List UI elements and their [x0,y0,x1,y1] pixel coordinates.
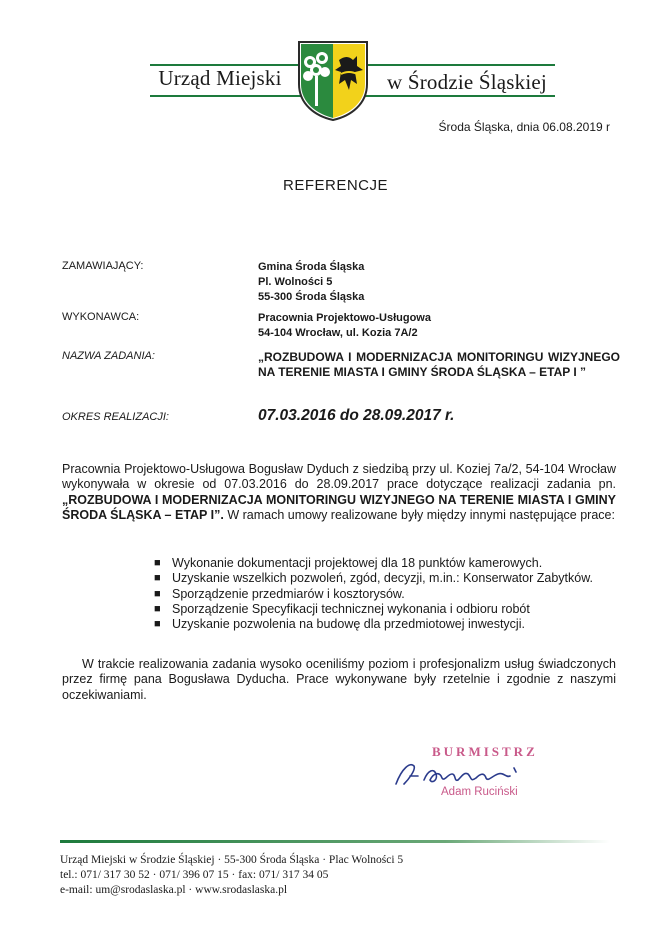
body-intro [62,462,616,523]
list-item [150,587,616,602]
list-item [150,617,616,632]
body-intro-start: Pracownia Projektowo-Usługowa Bogusław Dyduch z siedzibą przy ul. Koziej 7a/2, 54-104 Wrocław wykonywała w okresie od 07.03.2016 do 28.09.2017 prace dotyczące realizacji zadania pn. [62,462,616,492]
bullet-icon: ■ [154,557,161,569]
ordering-party-label: ZAMAWIAJĄCY: [62,260,144,272]
ordering-party-line: Pl. Wolności 5 [258,276,333,288]
footer-contact [60,853,620,898]
list-item [150,556,616,571]
list-item-text: Uzyskanie wszelkich pozwoleń, zgód, decyzji, m.in.: Konserwator Zabytków. [172,571,594,586]
signature-icon [388,758,548,788]
works-list [150,556,616,632]
list-item-text: Wykonanie dokumentacji projektowej dla 18 punktów kamerowych. [172,556,543,570]
bullet-icon: ■ [154,618,161,631]
task-name-label: NAZWA ZADANIA: [62,350,155,362]
bullet-icon: ■ [154,572,161,585]
coat-of-arms-icon [297,40,369,122]
document-date: Środa Śląska, dnia 06.08.2019 r [438,120,610,134]
signatory-name: Adam Ruciński [441,786,518,798]
footer-divider [60,840,610,843]
list-item-text: Sporządzenie Specyfikacji technicznej wykonania i odbioru robót [172,601,530,616]
task-name-value: „ROZBUDOWA I MODERNIZACJA MONITORINGU WIZYJNEGO NA TERENIE MIASTA I GMINY ŚRODA ŚLĄSKA – ETAP I ” [258,350,620,379]
ordering-party-line: Gmina Środa Śląska [258,261,365,273]
footer-email-web: e-mail: um@srodaslaska.pl · www.srodaslaska.pl [60,884,288,896]
list-item [150,571,616,586]
period-value: 07.03.2016 do 28.09.2017 r. [258,407,455,424]
period-label: OKRES REALIZACJI: [62,411,169,423]
footer-address: Urząd Miejski w Środzie Śląskiej · 55-300 Środa Śląska · Plac Wolności 5 [60,854,404,866]
ordering-party-line: 55-300 Środa Śląska [258,291,365,303]
bullet-icon: ■ [154,602,161,615]
closing-paragraph: W trakcie realizowania zadania wysoko oceniliśmy poziom i profesjonalizm usług świadczonych przez firmę pana Bogusława Dyducha. Prace wykonywane były rzetelnie i zgodnie z naszymi oczekiwaniami. [62,657,616,702]
list-item-text: Sporządzenie przedmiarów i kosztorysów. [172,586,405,601]
stamp-title: BURMISTRZ [432,744,538,759]
contractor-value [258,311,431,341]
letterhead-town-name: w Środzie Śląskiej [387,70,547,94]
footer-phone: tel.: 071/ 317 30 52 · 071/ 396 07 15 · fax: 071/ 317 34 05 [60,869,329,881]
list-item-text: Uzyskanie pozwolenia na budowę dla przedmiotowej inwestycji. [172,617,525,632]
body-intro-end: W ramach umowy realizowane były między innymi następujące prace: [223,507,615,522]
list-item [150,602,616,617]
contractor-label: WYKONAWCA: [62,311,140,323]
document-title: REFERENCJE [282,177,388,194]
ordering-party-value [258,260,364,305]
contractor-line: Pracownia Projektowo-Usługowa [258,312,431,324]
bullet-icon: ■ [154,587,161,600]
letterhead-office-name: Urząd Miejski [158,66,282,90]
body-intro-task: „ROZBUDOWA I MODERNIZACJA MONITORINGU WIZYJNEGO NA TERENIE MIASTA I GMINY ŚRODA ŚLĄSKA – ETAP I”. [62,492,616,522]
contractor-line: 54-104 Wrocław, ul. Kozia 7A/2 [258,327,418,339]
